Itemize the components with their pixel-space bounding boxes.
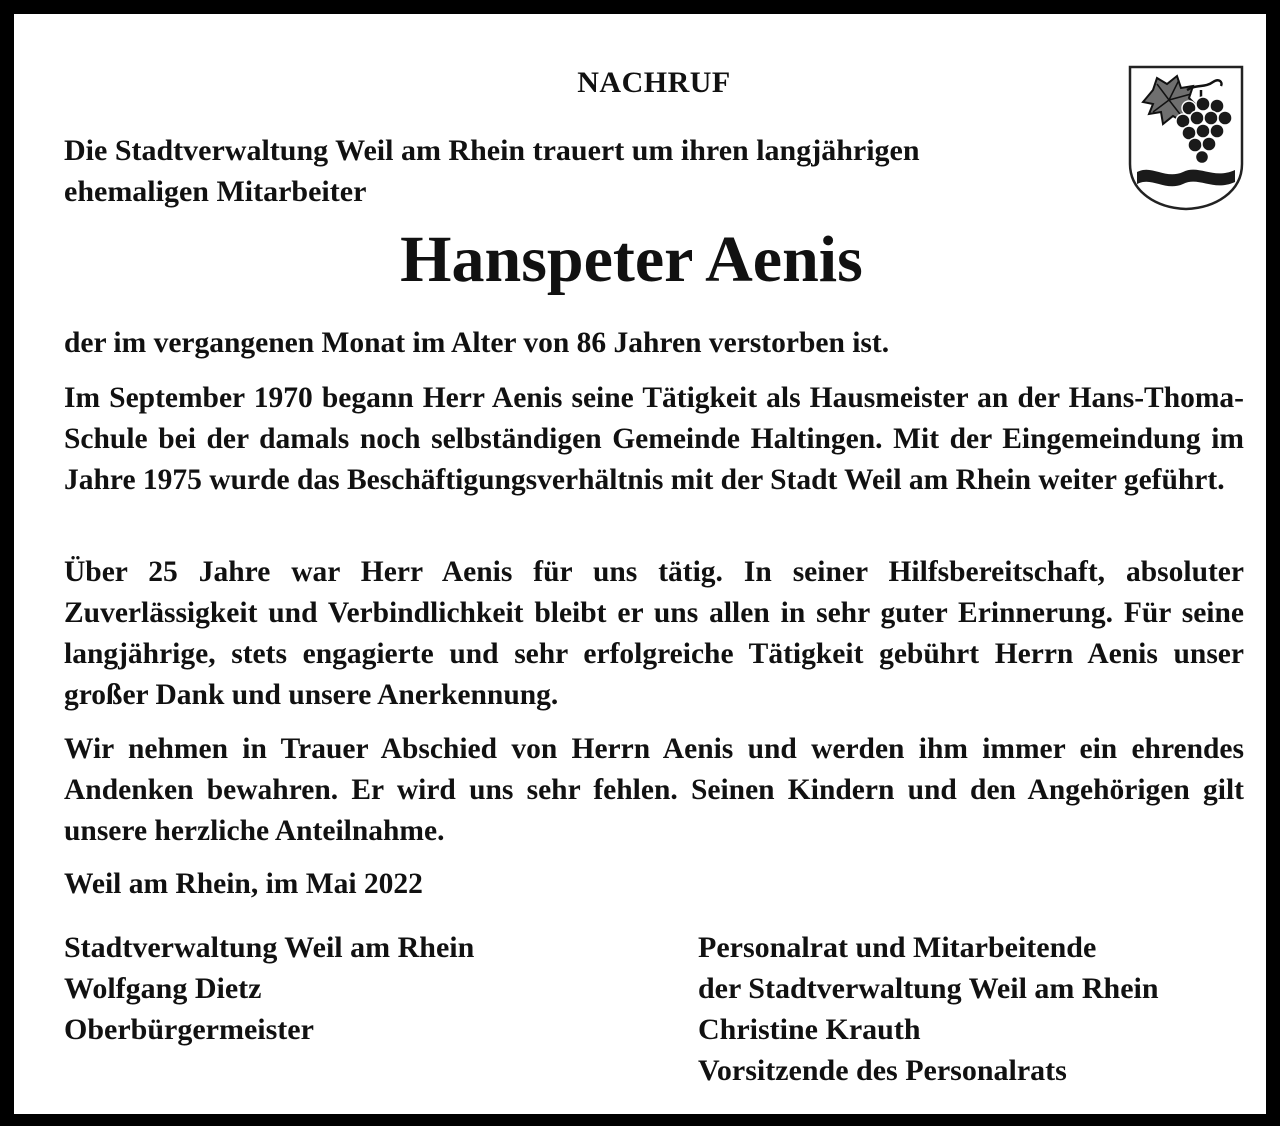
signature-line: der Stadtverwaltung Weil am Rhein (698, 972, 1159, 1005)
intro-text (64, 130, 1064, 212)
deceased-name: Hanspeter Aenis (400, 223, 863, 296)
place-date: Weil am Rhein, im Mai 2022 (64, 868, 423, 900)
intro-line: Die Stadtverwaltung Weil am Rhein trauert um ihren langjährigen (64, 134, 920, 167)
paragraph: Im September 1970 begann Herr Aenis seine Tätigkeit als Hausmeister an der Hans-Thoma-Schule bei der damals noch selbständigen Gemeinde Haltingen. Mit der Eingemeindung im Jahre 1975 wurde das Beschäftigungsverhältnis mit der Stadt Weil am Rhein weiter geführt. (64, 382, 1244, 496)
notice-heading: NACHRUF (577, 66, 731, 99)
intro-line: ehemaligen Mitarbeiter (64, 175, 367, 208)
signature-block-right (698, 927, 1159, 1091)
signature-line: Christine Krauth (698, 1013, 921, 1046)
paragraph: Über 25 Jahre war Herr Aenis für uns tätig. In seiner Hilfsbereitschaft, absoluter Zuverlässigkeit und Verbindlichkeit bleibt er uns allen in sehr guter Erinnerung. Für seine langjährige, stets engagierte und sehr erfolgreiche Tätigkeit gebührt Herrn Aenis unser großer Dank und unsere Anerkennung. (64, 556, 1244, 711)
signature-line: Stadtverwaltung Weil am Rhein (64, 931, 475, 964)
signature-line: Wolfgang Dietz (64, 972, 262, 1005)
paragraph: Wir nehmen in Trauer Abschied von Herrn Aenis und werden ihm immer ein ehrendes Andenken bewahren. Er wird uns sehr fehlen. Seinen Kindern und den Angehörigen gilt unsere herzliche Anteilnahme. (64, 733, 1244, 847)
paragraph: der im vergangenen Monat im Alter von 86 Jahren verstorben ist. (64, 327, 890, 359)
signature-line: Oberbürgermeister (64, 1013, 314, 1046)
coat-of-arms-grape-leaf-icon (1127, 64, 1245, 212)
signature-line: Vorsitzende des Personalrats (698, 1054, 1067, 1087)
signature-line: Personalrat und Mitarbeitende (698, 931, 1097, 964)
signature-block-left (64, 927, 474, 1050)
